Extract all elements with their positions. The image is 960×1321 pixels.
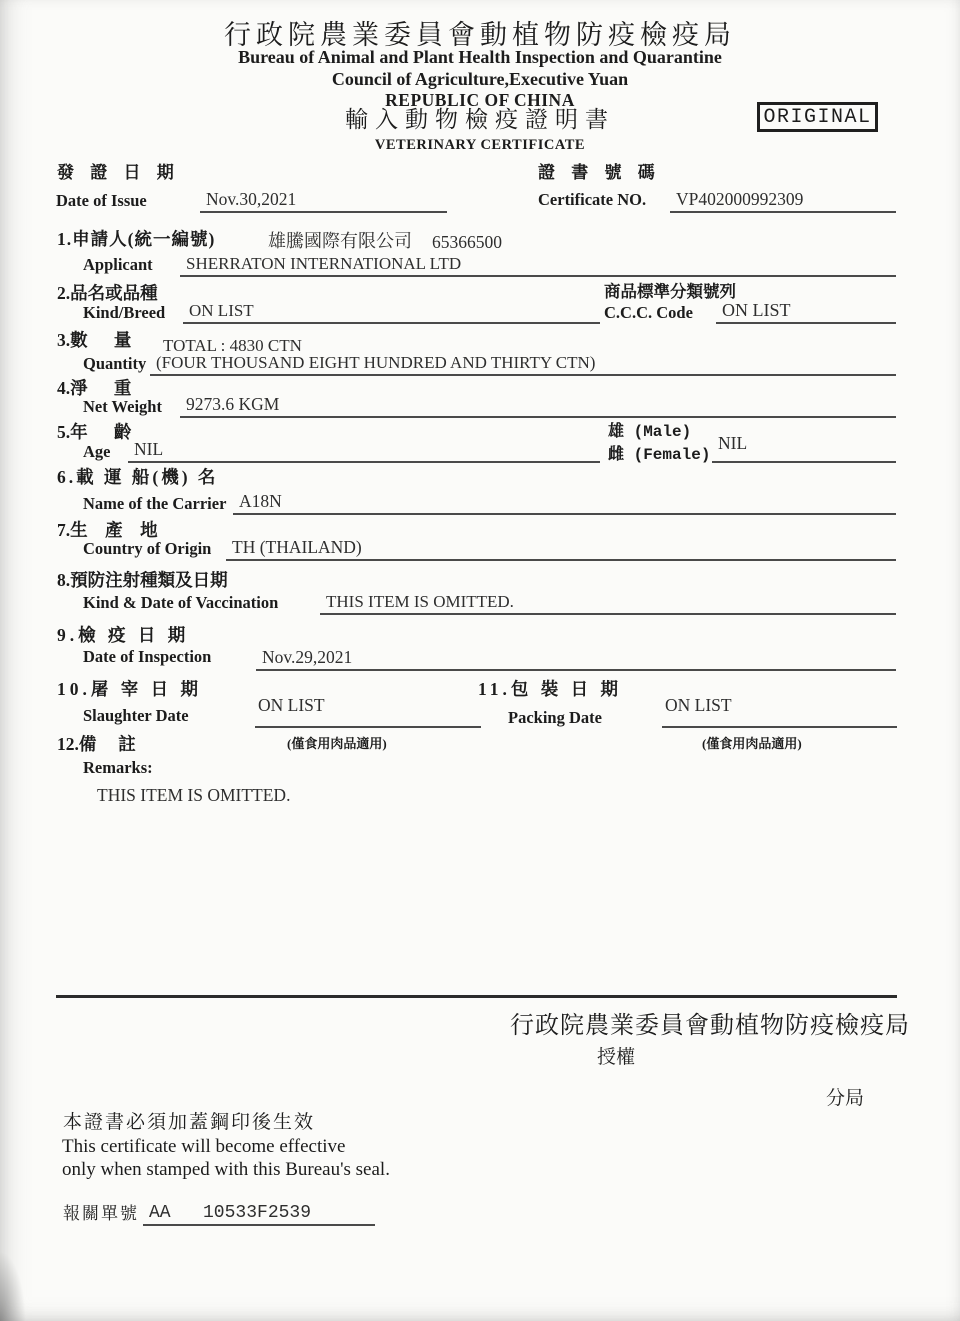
vaccination-value: THIS ITEM IS OMITTED. [326,592,514,611]
quantity-total-value: TOTAL : 4830 CTN [163,336,302,355]
footer-branch-zh: 分局 [826,1088,865,1109]
age-male-label: 雄 (Male) [608,423,692,441]
slaughter-note-zh: (僅食用肉品適用) [287,736,387,751]
applicant-company-zh: 雄騰國際有限公司 [268,231,412,251]
slaughter-label-en: Slaughter Date [83,706,189,725]
age-label-en: Age [83,442,111,461]
agency-title-zh: 行政院農業委員會動植物防疫檢疫局 [224,20,736,50]
applicant-label-zh: 1.申請人(統一編號) [57,229,216,249]
scan-artifact [0,1251,26,1321]
republic-of-china-title: REPUBLIC OF CHINA [385,90,575,110]
remarks-value: THIS ITEM IS OMITTED. [97,785,291,805]
ccc-code-line [716,299,896,324]
original-stamp-box [757,102,878,132]
vaccination-line [320,589,896,615]
age-female-label: 雌 (Female) [608,446,711,464]
packing-value: ON LIST [665,695,732,715]
seal-note-en-line2: only when stamped with this Bureau's seal. [62,1159,390,1180]
quantity-line [150,350,896,376]
applicant-uniform-number: 65366500 [432,232,502,252]
certificate-no-label-zh: 證 書 號 碼 [538,163,661,182]
customs-declaration-value: AA 10533F2539 [149,1203,312,1223]
carrier-value: A18N [239,491,282,511]
kind-breed-value: ON LIST [189,301,254,320]
packing-note-zh: (僅食用肉品適用) [702,736,802,751]
slaughter-value: ON LIST [258,695,325,715]
inspection-value: Nov.29,2021 [262,647,353,667]
customs-declaration-label-zh: 報關單號 [63,1204,139,1223]
date-of-issue-line [200,187,447,213]
slaughter-line [255,726,481,728]
net-weight-label-en: Net Weight [83,397,162,416]
certificate-no-line [670,187,896,213]
slaughter-label-zh: 10.屠 宰 日 期 [57,679,202,699]
age-line [128,438,600,463]
origin-value: TH (THAILAND) [232,537,362,557]
customs-declaration-line [143,1198,375,1226]
footer-authorization-zh: 授權 [597,1047,636,1068]
origin-line [226,535,896,561]
remarks-label-en: Remarks: [83,758,153,777]
vaccination-label-en: Kind & Date of Vaccination [83,593,279,612]
carrier-label-en: Name of the Carrier [83,494,227,513]
packing-label-zh: 11.包 裝 日 期 [478,679,623,699]
carrier-line [233,490,896,515]
bureau-title-en: Bureau of Animal and Plant Health Inspection and Quarantine [238,47,722,67]
certificate-title-en: VETERINARY CERTIFICATE [374,137,586,153]
council-title-en: Council of Agriculture,Executive Yuan [331,69,629,89]
carrier-label-zh: 6.載 運 船(機) 名 [57,467,219,487]
net-weight-label-zh: 4.淨 重 [57,378,132,398]
footer-separator [56,995,897,998]
age-female-value: NIL [718,433,748,453]
inspection-label-en: Date of Inspection [83,647,212,666]
origin-label-en: Country of Origin [83,539,212,558]
packing-line [662,726,897,728]
ccc-code-label-zh: 商品標準分類號列 [604,282,736,301]
age-label-zh: 5.年 齡 [57,422,132,442]
applicant-value-en: SHERRATON INTERNATIONAL LTD [186,254,462,273]
quantity-words-value: (FOUR THOUSAND EIGHT HUNDRED AND THIRTY CTN) [156,353,596,372]
certificate-no-label-en: Certificate NO. [538,190,647,209]
date-of-issue-value: Nov.30,2021 [206,189,297,209]
quantity-label-en: Quantity [83,354,147,373]
ccc-code-value: ON LIST [722,300,791,320]
age-value: NIL [134,439,164,459]
kind-breed-line [183,299,600,324]
quantity-label-zh: 3.數 量 [57,330,132,350]
kind-breed-label-zh: 2.品名或品種 [57,283,158,303]
ccc-code-label-en: C.C.C. Code [604,303,693,322]
certificate-title-zh: 輸入動物檢疫證明書 [345,107,615,132]
date-of-issue-label-en: Date of Issue [56,191,147,210]
net-weight-line [180,393,896,418]
kind-breed-label-en: Kind/Breed [83,303,166,322]
inspection-label-zh: 9.檢 疫 日 期 [57,625,190,645]
net-weight-value: 9273.6 KGM [186,394,280,414]
age-female-line [712,434,896,463]
packing-label-en: Packing Date [508,708,602,727]
seal-note-zh: 本證書必須加蓋鋼印後生效 [63,1112,316,1133]
certificate-no-value: VP402000992309 [676,189,804,209]
vaccination-label-zh: 8.預防注射種類及日期 [57,570,228,590]
applicant-label-en: Applicant [83,255,153,274]
footer-agency-zh: 行政院農業委員會動植物防疫檢疫局 [510,1013,910,1039]
remarks-label-zh: 12.備 註 [57,734,136,754]
date-of-issue-label-zh: 發 證 日 期 [57,163,180,182]
seal-note-en-line1: This certificate will become effective [62,1136,346,1157]
inspection-line [256,644,896,671]
applicant-line [180,251,896,277]
original-stamp-label: ORIGINAL [763,105,872,129]
origin-label-zh: 7.生 產 地 [57,520,158,540]
